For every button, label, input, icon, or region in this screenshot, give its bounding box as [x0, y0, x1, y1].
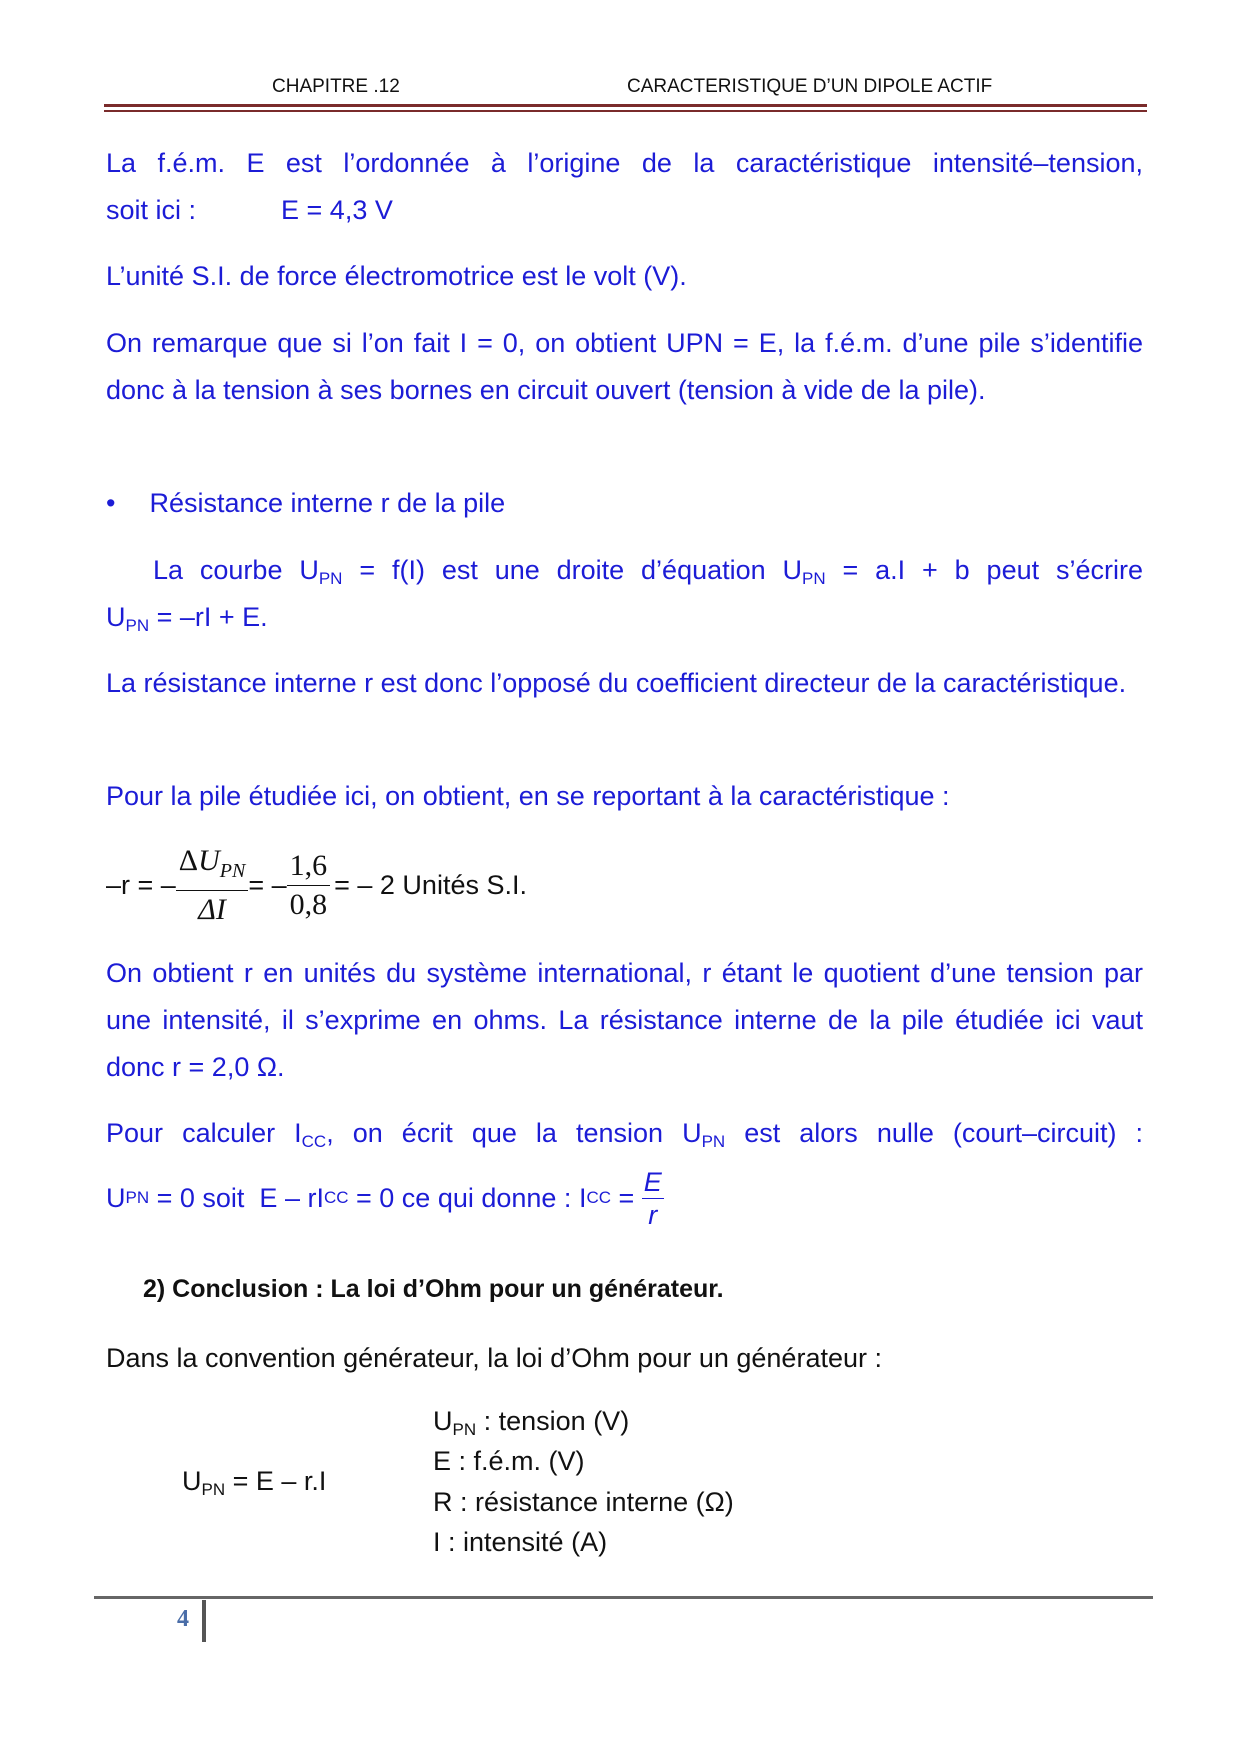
paragraph-short-circuit	[106, 1110, 1143, 1157]
ohm-law-formula	[182, 1466, 326, 1497]
text-span: = a.I + b peut s’écrire	[825, 555, 1143, 585]
subscript: PN	[452, 1420, 477, 1439]
text-span: U	[106, 1182, 126, 1213]
text-span: , on écrit que la tension U	[326, 1118, 702, 1148]
text-span: U	[433, 1406, 453, 1436]
subscript: CC	[301, 1132, 327, 1151]
text-span: = f(I) est une droite d’équation U	[342, 555, 803, 585]
fraction-denominator: ΔI	[198, 892, 226, 926]
text-span: U	[182, 1466, 202, 1496]
short-circuit-formula: U PN = 0 soit E – rI CC = 0 ce qui donne : I CC = $\frac{E}{r}$	[106, 1166, 662, 1230]
short-circuit-line	[106, 1110, 1143, 1157]
paragraph-si-unit: L’unité S.I. de force électromotrice est le volt (V).	[106, 261, 687, 291]
subscript: PN	[219, 859, 246, 882]
text-span: = 0 ce qui donne : I	[348, 1182, 587, 1213]
paragraph-open-circuit: On remarque que si l’on fait I = 0, on obtient UPN = E, la f.é.m. d’une pile s’identifie donc à la tension à ses bornes en circuit ouvert (tension à vide de la pile).	[106, 328, 1143, 405]
subscript: PN	[201, 1480, 226, 1499]
header-title: CARACTERISTIQUE D’UN DIPOLE ACTIF	[627, 76, 993, 97]
formula-rhs: = – 2 Unités S.I.	[334, 869, 527, 900]
paragraph-slope: La résistance interne r est donc l’opposé du coefficient directeur de la caractéristique.	[106, 668, 1127, 698]
subscript: PN	[701, 1132, 726, 1151]
paragraph-fem-soit: soit ici :	[106, 195, 197, 225]
header-rule-thin	[104, 110, 1147, 112]
text-span: : tension (V)	[476, 1406, 630, 1436]
paragraph-computation-intro: Pour la pile étudiée ici, on obtient, en se reportant à la caractéristique :	[106, 781, 950, 811]
variable-u: U	[198, 843, 220, 877]
subscript: PN	[125, 616, 150, 635]
delta-symbol: Δ	[178, 843, 199, 877]
text-span: = –rI + E.	[149, 602, 268, 632]
fraction-denominator: 0,8	[289, 887, 328, 921]
formula-lhs: –r = –	[106, 869, 176, 900]
fraction-delta	[176, 842, 249, 929]
text-span: = 0 soit E – rI	[149, 1182, 324, 1213]
paragraph-ohms: On obtient r en unités du système international, r étant le quotient d’une tension par une intensité, il s’exprime en ohms. La résistance interne de la pile étudiée ici vaut donc r = 2,0 Ω.	[106, 958, 1143, 1082]
section-heading: 2) Conclusion : La loi d’Ohm pour un générateur.	[143, 1275, 724, 1303]
bullet-text: Résistance interne r de la pile	[149, 488, 506, 518]
bullet-resistance	[106, 480, 1143, 527]
curve-equation-line2	[106, 594, 1143, 641]
fraction-numerator: 1,6	[287, 847, 331, 886]
header-rule	[104, 104, 1147, 107]
paragraph-fem-line2	[106, 187, 1143, 234]
bullet-symbol: •	[106, 488, 116, 518]
fraction-denominator: r	[648, 1199, 658, 1230]
paragraph-curve-equation	[106, 547, 1143, 641]
text-span: = E – r.I	[225, 1466, 327, 1496]
paragraph-fem	[106, 140, 1143, 234]
fraction-numerator: E	[643, 1166, 662, 1197]
fraction-values	[287, 847, 331, 924]
legend-item-resistance: R : résistance interne (Ω)	[433, 1487, 734, 1517]
footer-rule	[94, 1596, 1153, 1599]
text-span: =	[611, 1182, 642, 1213]
legend-item-upn	[433, 1406, 629, 1437]
fraction-numerator	[176, 842, 249, 891]
footer-divider	[202, 1600, 206, 1642]
curve-equation-line1	[106, 547, 1143, 594]
resistance-formula	[106, 845, 527, 925]
text-span: est alors nulle (court–circuit) :	[725, 1118, 1143, 1148]
formula-mid: = –	[248, 869, 287, 900]
text-span: La courbe U	[153, 555, 319, 585]
fraction-e-over-r	[642, 1166, 664, 1231]
text-span: U	[106, 602, 126, 632]
paragraph-convention: Dans la convention générateur, la loi d’Ohm pour un générateur :	[106, 1343, 882, 1373]
legend-item-fem: E : f.é.m. (V)	[433, 1446, 585, 1476]
subscript: PN	[318, 569, 343, 588]
page-number: 4	[177, 1606, 189, 1632]
legend-item-intensity: I : intensité (A)	[433, 1527, 608, 1557]
paragraph-fem-line1: La f.é.m. E est l’ordonnée à l’origine de la caractéristique intensité–tension,	[106, 148, 1143, 178]
fem-value: E = 4,3 V	[281, 195, 393, 225]
text-span: Pour calculer I	[106, 1118, 302, 1148]
header-chapter: CHAPITRE .12	[272, 76, 400, 97]
subscript: PN	[802, 569, 826, 588]
